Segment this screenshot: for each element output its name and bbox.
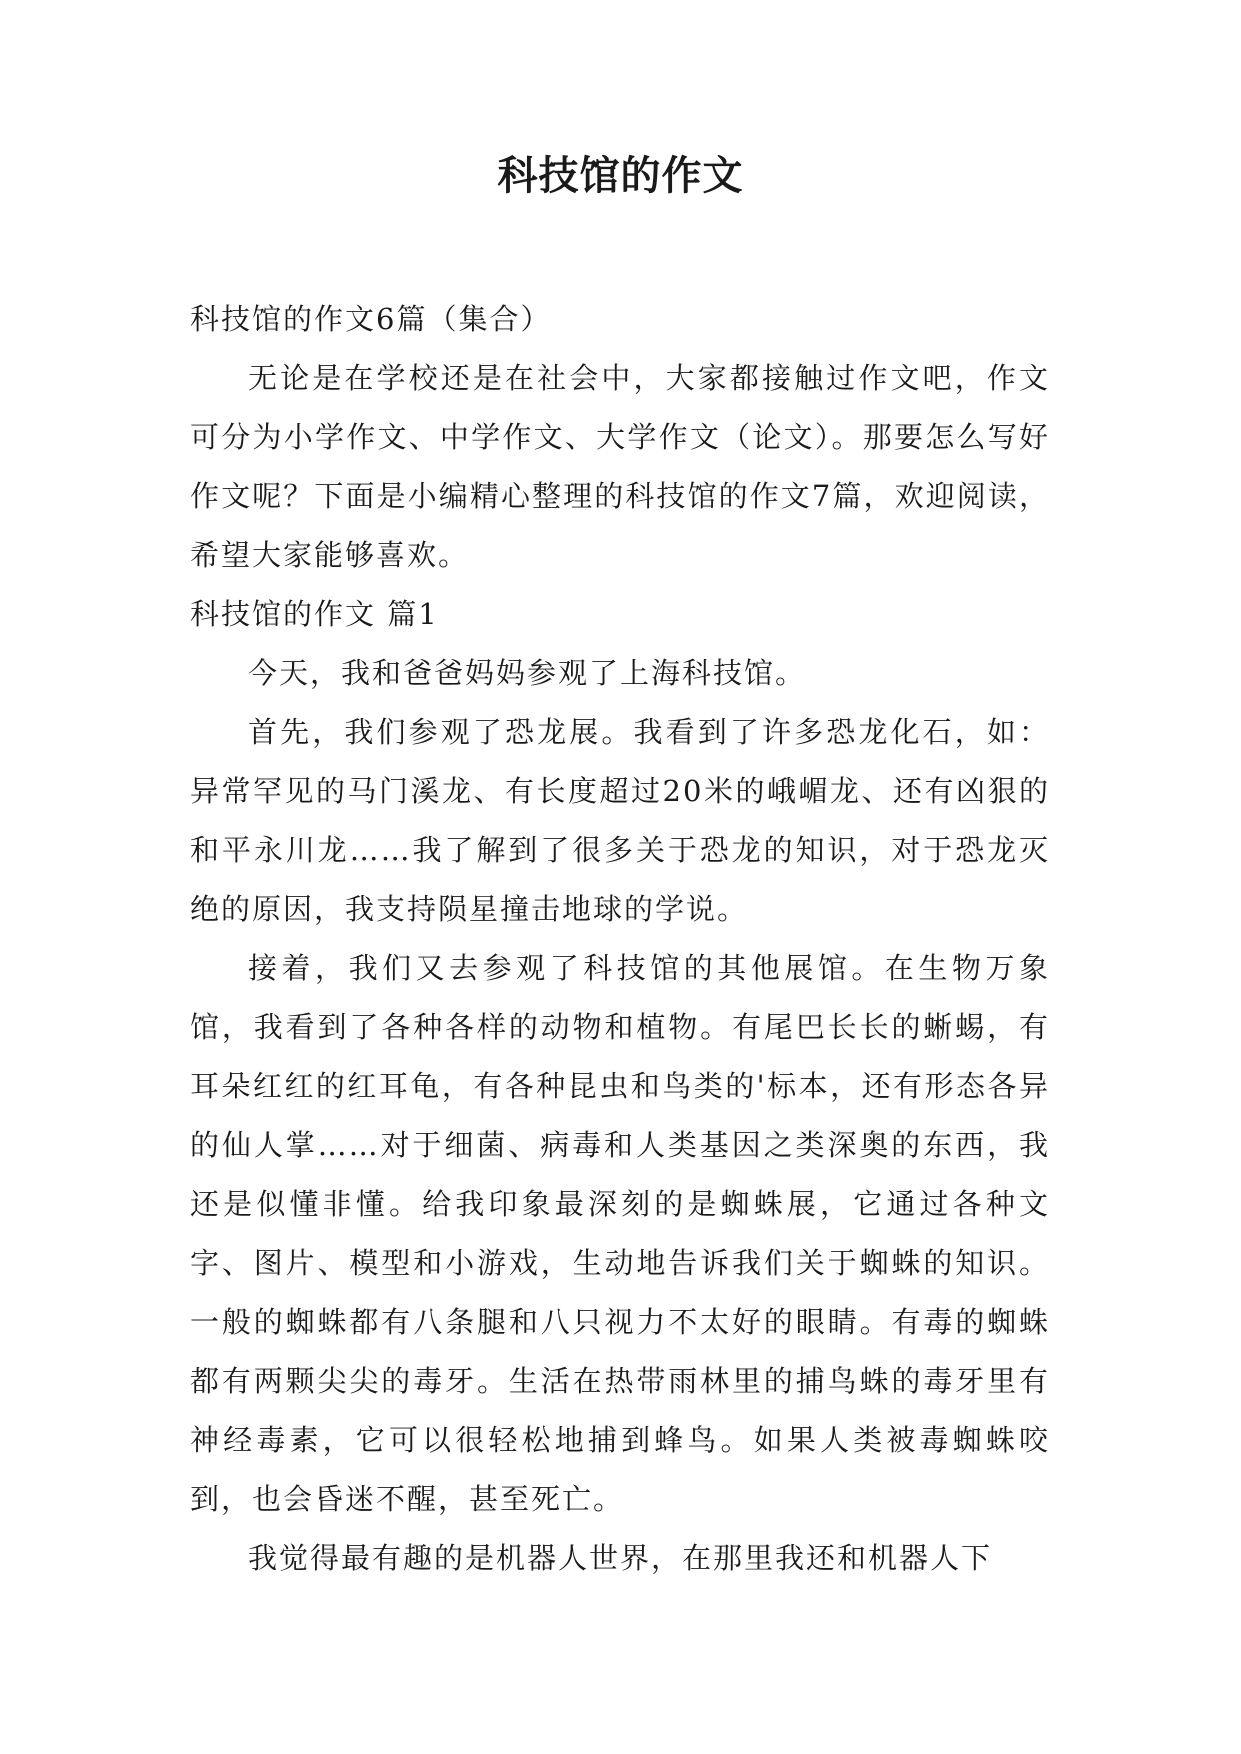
section-heading: 科技馆的作文 篇1 — [190, 597, 439, 631]
document-body — [190, 290, 1050, 1588]
intro-paragraph: 无论是在学校还是在社会中，大家都接触过作文吧，作文可分为小学作文、中学作文、大学作文（论文）。那要怎么写好作文呢？下面是小编精心整理的科技馆的作文7篇，欢迎阅读，希望大家能够喜欢。 — [190, 361, 1050, 572]
document-subtitle: 科技馆的作文6篇（集合） — [190, 302, 552, 336]
paragraph-4: 我觉得最有趣的是机器人世界，在那里我还和机器人下 — [248, 1541, 993, 1575]
paragraph-2: 首先，我们参观了恐龙展。我看到了许多恐龙化石，如：异常罕见的马门溪龙、有长度超过20米的峨嵋龙、还有凶狠的和平永川龙……我了解到了很多关于恐龙的知识，对于恐龙灭绝的原因，我支持陨星撞击地球的学说。 — [190, 715, 1050, 926]
paragraph-1: 今天，我和爸爸妈妈参观了上海科技馆。 — [248, 656, 807, 690]
document-title: 科技馆的作文 — [497, 152, 744, 199]
paragraph-3: 接着，我们又去参观了科技馆的其他展馆。在生物万象馆，我看到了各种各样的动物和植物。有尾巴长长的蜥蜴，有耳朵红红的红耳龟，有各种昆虫和鸟类的'标本，还有形态各异的仙人掌……对于细菌、病毒和人类基因之类深奥的东西，我还是似懂非懂。给我印象最深刻的是蜘蛛展，它通过各种文字、图片、模型和小游戏，生动地告诉我们关于蜘蛛的知识。一般的蜘蛛都有八条腿和八只视力不太好的眼睛。有毒的蜘蛛都有两颗尖尖的毒牙。生活在热带雨林里的捕鸟蛛的毒牙里有神经毒素，它可以很轻松地捕到蜂鸟。如果人类被毒蜘蛛咬到，也会昏迷不醒，甚至死亡。 — [190, 951, 1050, 1516]
